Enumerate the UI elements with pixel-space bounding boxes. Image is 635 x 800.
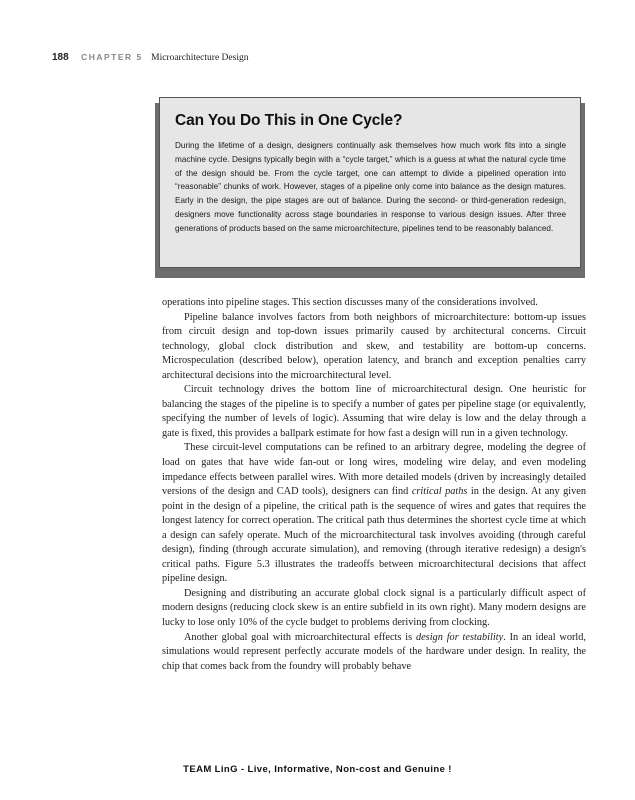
page-number: 188 bbox=[52, 52, 69, 63]
chapter-label: CHAPTER 5 bbox=[81, 52, 143, 62]
body-paragraph-5: Designing and distributing an accurate global clock signal is a particularly difficult aspect of modern designs (reducing clock skew is an entire subfield in its own right). Many modern designs are lucky to lose only 10% of the cycle budget to problems deriving from clocking. bbox=[162, 587, 586, 629]
sidebar-paragraph: During the lifetime of a design, designers continually ask themselves how much work fits into a single machine cycle. Designs typically begin with a “cycle target,” which is a guess at what the natural cycle time of the design should be. From the cycle target, one can attempt to divide a pipelined operation into “reasonable” chunks of work. However, stages of a pipeline only come into balance as the design matures. Early in the design, the pipe stages are out of balance. During the second- or third-generation redesign, designers move functionality across stage boundaries in response to various design issues. After three generations of products based on the same microarchitecture, pipelines tend to be reasonably balanced. bbox=[175, 141, 566, 233]
body-text bbox=[162, 296, 586, 674]
footer-watermark: TEAM LinG - Live, Informative, Non-cost and Genuine ! bbox=[183, 764, 452, 775]
body-paragraph-3: Circuit technology drives the bottom line of microarchitectural design. One heuristic for balancing the stages of the pipeline is to specify a number of gates per pipeline stage (or equivalently, specifying the number of levels of logic). Assuming that wire delay is low and the delay through a gate is fixed, this provides a ballpark estimate for how fast a design will run in a given technology. bbox=[162, 384, 586, 439]
body-paragraph-6-text-b: . In an ideal world, simulations would represent perfectly accurate models of the hardware under design. In reality, the chip that comes back from the foundry will probably behave bbox=[162, 631, 586, 672]
body-paragraph-4-text-a: These circuit-level computations can be refined to an arbitrary degree, modeling the degree of load on gates that have wide fan-out or long wires, modeling wire delay, and even modeling impedance effects between parallel wires. With more detailed models (driven by increasingly detailed versions of the design and CAD tools), designers can find bbox=[162, 442, 586, 498]
sidebar-heading: Can You Do This in One Cycle? bbox=[175, 112, 403, 129]
sidebar-box bbox=[159, 97, 581, 268]
body-paragraph-4 bbox=[162, 441, 586, 586]
body-paragraph-4-text-b: in the design. At any given point in the design of a pipeline, the critical path is the sequence of wires and gates that requires the longest latency for correct operation. The critical path thus determines the shortest cycle time at which a design can safely operate. Much of the microarchitectural task involves avoiding (through careful design), finding (through accurate simulation), and removing (through iterative redesign) a design's critical paths. Figure 5.3 illustrates the tradeoffs between microarchitectural decisions that affect pipeline design. bbox=[162, 486, 586, 585]
body-paragraph-6-text-a: Another global goal with microarchitectural effects is bbox=[184, 631, 416, 643]
body-paragraph-1: operations into pipeline stages. This section discusses many of the considerations involved. bbox=[162, 297, 538, 308]
chapter-title: Microarchitecture Design bbox=[151, 53, 249, 63]
design-for-testability-term: design for testability bbox=[415, 631, 504, 643]
running-header bbox=[52, 52, 592, 63]
body-paragraph-2: Pipeline balance involves factors from both neighbors of microarchitecture: bottom-up issues from circuit design and top-down issues primarily caused by architectural concerns. Circuit technology, global clock distribution and skew, and testability are bottom-up concerns. Microspeculation (described below), operation latency, and branch and exception penalties carry architectural decisions into the microarchitectural level. bbox=[162, 311, 586, 381]
body-paragraph-6 bbox=[162, 631, 586, 675]
critical-paths-term: critical paths bbox=[411, 486, 468, 498]
